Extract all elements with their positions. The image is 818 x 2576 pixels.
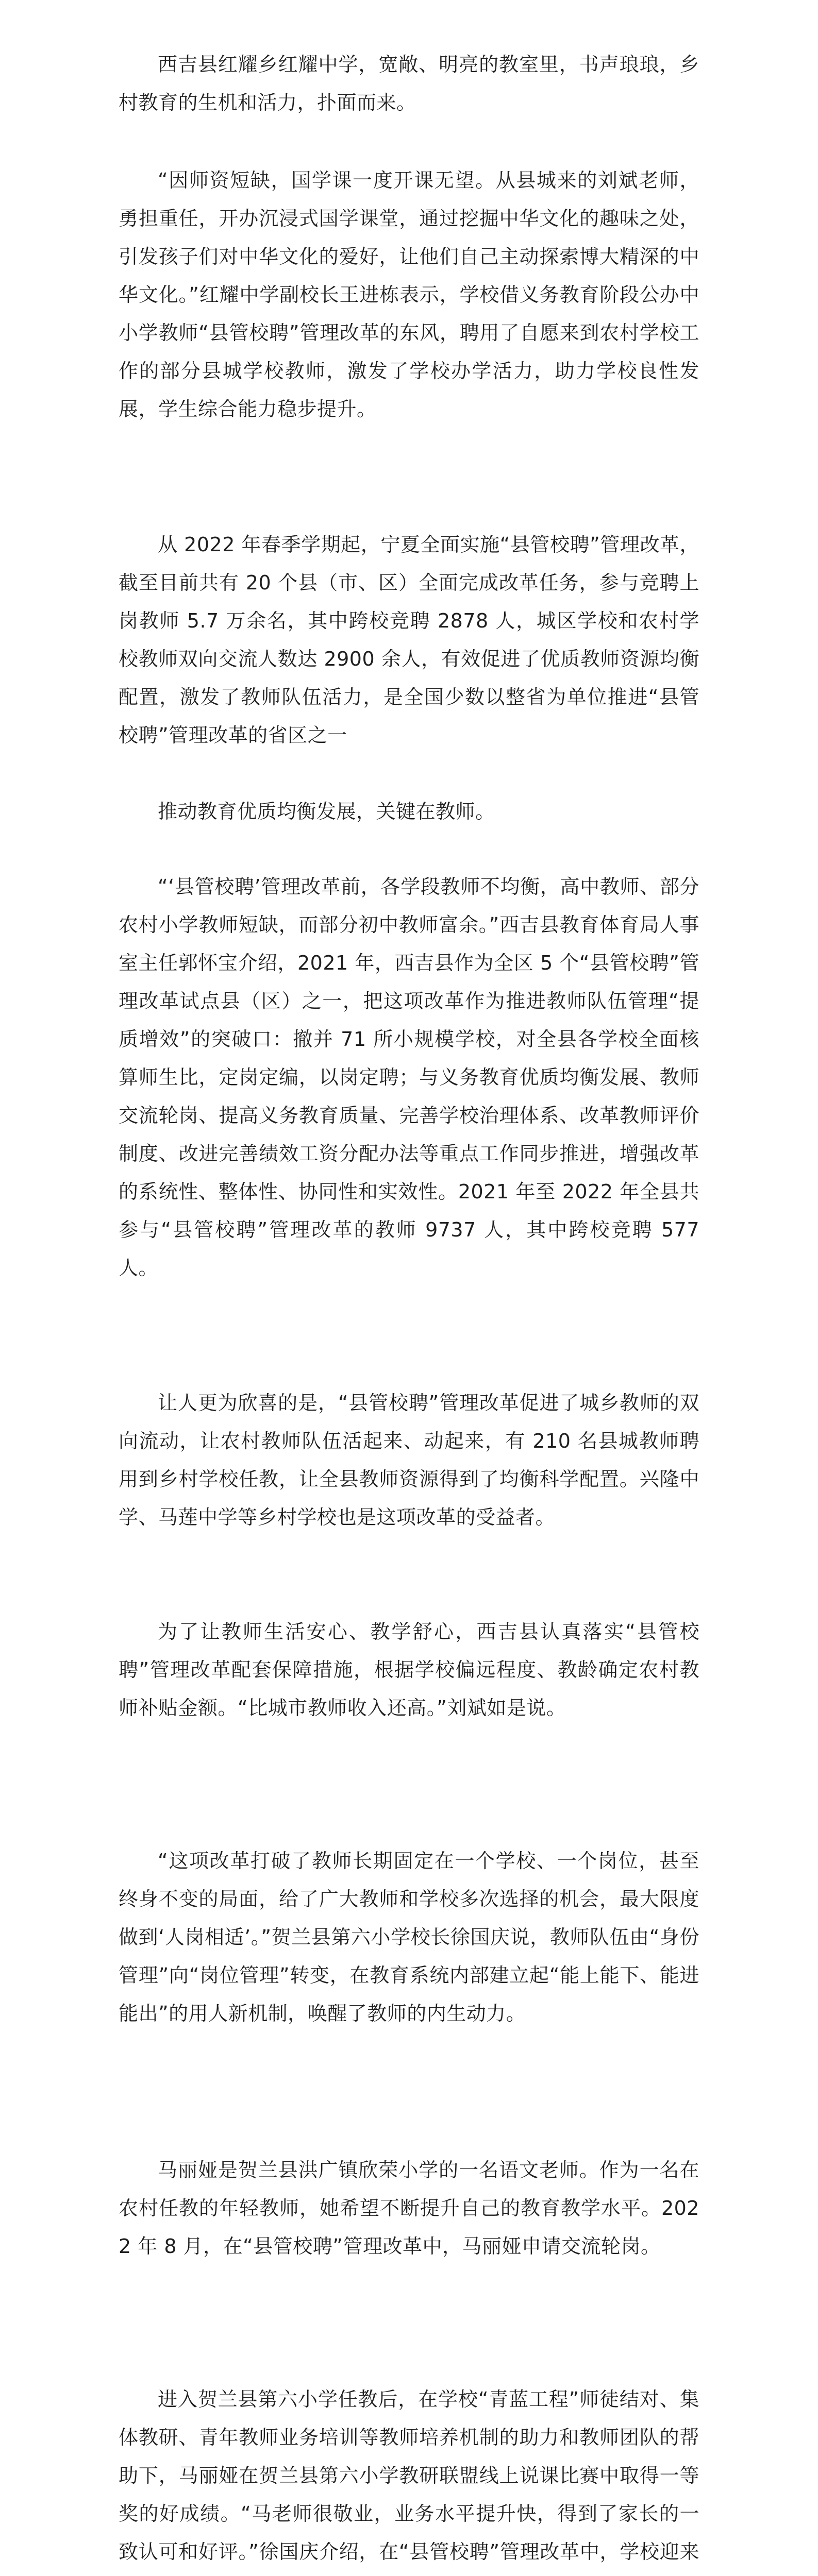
article-paragraph: 让人更为欣喜的是，“县管校聘”管理改革促进了城乡教师的双向流动，让农村教师队伍活起来、动起来，有 210 名县城教师聘用到乡村学校任教，让全县教师资源得到了均衡科学配置。兴隆中学、马莲中学等乡村学校也是这项改革的受益者。	[119, 1392, 699, 1529]
article-paragraph: 西吉县红耀乡红耀中学，宽敞、明亮的教室里，书声琅琅，乡村教育的生机和活力，扑面而来。	[119, 53, 699, 114]
article-paragraph: “因师资短缺，国学课一度开课无望。从县城来的刘斌老师，勇担重任，开办沉浸式国学课堂，通过挖掘中华文化的趣味之处，引发孩子们对中华文化的爱好，让他们自己主动探索博大精深的中华文化。”红耀中学副校长王进栋表示，学校借义务教育阶段公办中小学教师“县管校聘”管理改革的东风，聘用了自愿来到农村学校工作的部分县城学校教师，激发了学校办学活力，助力学校良性发展，学生综合能力稳步提升。	[119, 169, 699, 420]
article-paragraph: “这项改革打破了教师长期固定在一个学校、一个岗位，甚至终身不变的局面，给了广大教师和学校多次选择的机会，最大限度做到‘人岗相适’。”贺兰县第六小学校长徐国庆说，教师队伍由“身份管理”向“岗位管理”转变，在教育系统内部建立起“能上能下、能进能出”的用人新机制，唤醒了教师的内生动力。	[119, 1850, 699, 2025]
article-paragraph: 为了让教师生活安心、教学舒心，西吉县认真落实“县管校聘”管理改革配套保障措施，根据学校偏远程度、教龄确定农村教师补贴金额。“比城市教师收入还高。”刘斌如是说。	[119, 1620, 699, 1719]
article-paragraph: 推动教育优质均衡发展，关键在教师。	[158, 800, 495, 823]
article-paragraph: 从 2022 年春季学期起，宁夏全面实施“县管校聘”管理改革，截至目前共有 20 个县（市、区）全面完成改革任务，参与竞聘上岗教师 5.7 万余名，其中跨校竞聘 2878 人，城区学校和农村学校教师双向交流人数达 2900 余人，有效促进了优质教师资源均衡配置，激发了教师队伍活力，是全国少数以整省为单位推进“县管校聘”管理改革的省区之一	[119, 533, 699, 747]
article-paragraph: 马丽娅是贺兰县洪广镇欣荣小学的一名语文老师。作为一名在农村任教的年轻教师，她希望不断提升自己的教育教学水平。2022 年 8 月，在“县管校聘”管理改革中，马丽娅申请交流轮岗。	[119, 2159, 699, 2258]
article-paragraph: 进入贺兰县第六小学任教后，在学校“青蓝工程”师徒结对、集体教研、青年教师业务培训等教师培养机制的助力和教师团队的帮助下，马丽娅在贺兰县第六小学教研联盟线上说课比赛中取得一等奖的好成绩。“马老师很敬业，业务水平提升快，得到了家长的一致认可和好评。”徐国庆介绍，在“县管校聘”管理改革中，学校迎来	[119, 2388, 699, 2563]
article-paragraph: “‘县管校聘’管理改革前，各学段教师不均衡，高中教师、部分农村小学教师短缺，而部分初中教师富余。”西吉县教育体育局人事室主任郭怀宝介绍，2021 年，西吉县作为全区 5 个“县管校聘”管理改革试点县（区）之一，把这项改革作为推进教师队伍管理“提质增效”的突破口：撤并 71 所小规模学校，对全县各学校全面核算师生比，定岗定编，以岗定聘；与义务教育优质均衡发展、教师交流轮岗、提高义务教育质量、完善学校治理体系、改革教师评价制度、改进完善绩效工资分配办法等重点工作同步推进，增强改革的系统性、整体性、协同性和实效性。2021 年至 2022 年全县共参与“县管校聘”管理改革的教师 9737 人，其中跨校竞聘 577 人。	[119, 875, 699, 1279]
